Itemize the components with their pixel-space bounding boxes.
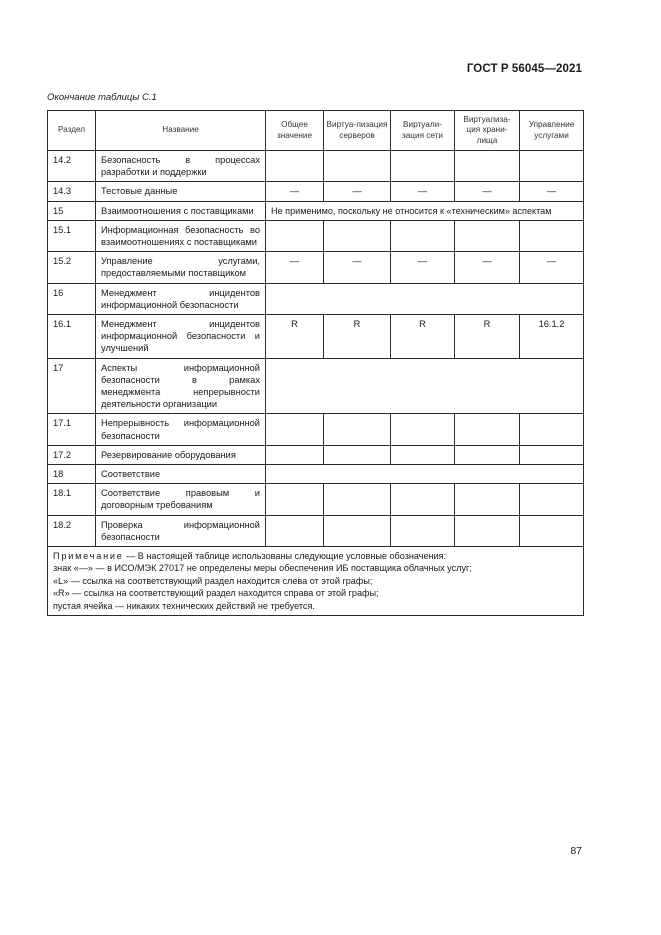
value-cell — [455, 515, 520, 546]
value-cell: — — [520, 252, 584, 283]
section-number-cell: 17.1 — [48, 414, 96, 445]
column-header: Виртуа-лизация серверов — [324, 111, 391, 151]
value-cell — [324, 515, 391, 546]
value-cell — [455, 445, 520, 464]
section-name-cell: Соответствие — [96, 465, 266, 484]
section-number-cell: 16 — [48, 283, 96, 314]
table-row — [48, 315, 584, 359]
table-row — [48, 465, 584, 484]
value-cell — [391, 151, 455, 182]
value-cell: — — [324, 182, 391, 201]
table-row — [48, 151, 584, 182]
value-cell — [266, 151, 324, 182]
value-cell: — — [324, 252, 391, 283]
value-cell — [266, 445, 324, 464]
note-row — [48, 547, 584, 616]
value-cell — [391, 515, 455, 546]
header-row — [48, 111, 584, 151]
value-cell — [520, 484, 584, 515]
table-row — [48, 445, 584, 464]
value-cell — [455, 220, 520, 251]
section-name-cell: Соответствие правовым и договорным требованиям — [96, 484, 266, 515]
value-cell — [520, 515, 584, 546]
value-cell — [520, 445, 584, 464]
section-name-cell: Взаимоотношения с поставщиками — [96, 201, 266, 220]
value-cell: — — [520, 182, 584, 201]
value-cell — [391, 220, 455, 251]
merged-cell — [266, 465, 584, 484]
table-row — [48, 220, 584, 251]
value-cell: — — [455, 182, 520, 201]
section-number-cell: 15.2 — [48, 252, 96, 283]
page-number: 87 — [570, 845, 582, 857]
section-number-cell: 17 — [48, 358, 96, 414]
section-number-cell: 14.3 — [48, 182, 96, 201]
table-row — [48, 414, 584, 445]
value-cell — [324, 445, 391, 464]
value-cell — [520, 414, 584, 445]
table-row — [48, 283, 584, 314]
column-header: Виртуализа-ция храни-лища — [455, 111, 520, 151]
value-cell — [266, 515, 324, 546]
value-cell — [455, 151, 520, 182]
value-cell — [266, 414, 324, 445]
value-cell: — — [455, 252, 520, 283]
table-header — [48, 111, 584, 151]
section-name-cell: Информационная безопасность во взаимоотношениях с поставщиками — [96, 220, 266, 251]
merged-cell — [266, 358, 584, 414]
section-name-cell: Непрерывность информационной безопасности — [96, 414, 266, 445]
section-number-cell: 14.2 — [48, 151, 96, 182]
note-line: «R» — ссылка на соответствующий раздел находится справа от этой графы; — [53, 588, 379, 599]
value-cell: R — [391, 315, 455, 359]
value-cell: R — [266, 315, 324, 359]
section-name-cell: Тестовые данные — [96, 182, 266, 201]
section-number-cell: 17.2 — [48, 445, 96, 464]
value-cell — [520, 220, 584, 251]
value-cell: — — [266, 252, 324, 283]
value-cell: — — [391, 252, 455, 283]
value-cell — [520, 151, 584, 182]
value-cell — [455, 414, 520, 445]
section-number-cell: 15 — [48, 201, 96, 220]
value-cell — [391, 414, 455, 445]
column-header: Управление услугами — [520, 111, 584, 151]
value-cell — [324, 484, 391, 515]
note-line: знак «—» — в ИСО/МЭК 27017 не определены меры обеспечения ИБ поставщика облачных услуг; — [53, 563, 472, 574]
value-cell — [455, 484, 520, 515]
section-name-cell: Менеджмент инцидентов информационной безопасности — [96, 283, 266, 314]
section-name-cell: Аспекты информационной безопасности в рамках менеджмента непрерывности деятельности организации — [96, 358, 266, 414]
section-number-cell: 15.1 — [48, 220, 96, 251]
merged-cell — [266, 283, 584, 314]
value-cell: R — [324, 315, 391, 359]
value-cell — [391, 484, 455, 515]
column-header: Виртуали-зация сети — [391, 111, 455, 151]
note-line: «L» — ссылка на соответствующий раздел находится слева от этой графы; — [53, 575, 373, 586]
value-cell — [324, 220, 391, 251]
table-row — [48, 201, 584, 220]
column-header: Общее значение — [266, 111, 324, 151]
column-header: Раздел — [48, 111, 96, 151]
note-line: пустая ячейка — никаких технических действий не требуется. — [53, 600, 315, 611]
section-name-cell: Управление услугами, предоставляемыми поставщиком — [96, 252, 266, 283]
section-name-cell: Менеджмент инцидентов информационной безопасности и улучшений — [96, 315, 266, 359]
note-label: Примечание — [53, 551, 124, 562]
section-name-cell: Безопасность в процессах разработки и поддержки — [96, 151, 266, 182]
value-cell: — — [391, 182, 455, 201]
table-row — [48, 252, 584, 283]
value-cell — [391, 445, 455, 464]
table-row — [48, 515, 584, 546]
value-cell: R — [455, 315, 520, 359]
requirements-table — [47, 110, 584, 616]
note-intro: — В настоящей таблице использованы следующие условные обозначения: — [123, 551, 447, 562]
table-row — [48, 484, 584, 515]
section-number-cell: 18.2 — [48, 515, 96, 546]
table-body — [48, 151, 584, 547]
table-row — [48, 182, 584, 201]
value-cell: 16.1.2 — [520, 315, 584, 359]
table-row — [48, 358, 584, 414]
value-cell — [324, 414, 391, 445]
value-cell — [266, 220, 324, 251]
table-caption: Окончание таблицы С.1 — [47, 92, 157, 103]
value-cell — [266, 484, 324, 515]
section-number-cell: 18 — [48, 465, 96, 484]
table-note — [48, 547, 584, 616]
value-cell: — — [266, 182, 324, 201]
section-number-cell: 18.1 — [48, 484, 96, 515]
column-header: Название — [96, 111, 266, 151]
section-name-cell: Проверка информационной безопасности — [96, 515, 266, 546]
section-number-cell: 16.1 — [48, 315, 96, 359]
document-code: ГОСТ Р 56045—2021 — [466, 63, 582, 75]
value-cell — [324, 151, 391, 182]
merged-cell: Не применимо, поскольку не относится к «техническим» аспектам — [266, 201, 584, 220]
section-name-cell: Резервирование оборудования — [96, 445, 266, 464]
